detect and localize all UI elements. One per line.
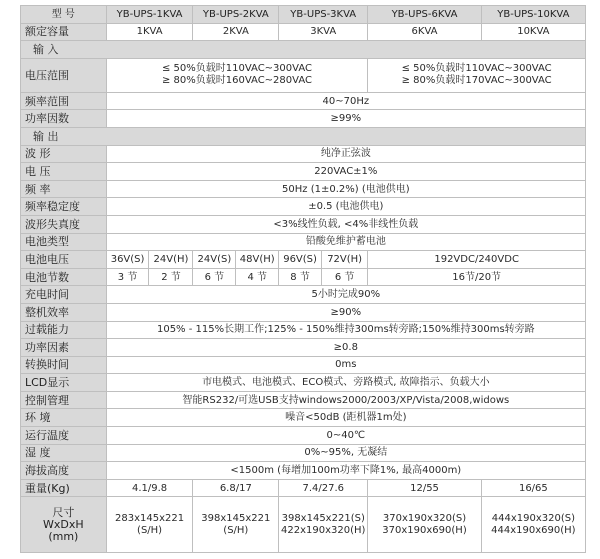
battery-voltage-value: 72V(H) xyxy=(321,251,367,269)
table-header-row xyxy=(21,6,586,24)
battery-count-value: 3 节 xyxy=(106,268,149,286)
battery-count-label: 电池节数 xyxy=(21,268,107,286)
dimensions-6kva-line1: 370x190x320(S) xyxy=(382,512,467,524)
freq-stability-value: ±0.5 (电池供电) xyxy=(106,198,585,216)
control-label: 控制管理 xyxy=(21,391,107,409)
control-value: 智能RS232/可选USB支持windows2000/2003/XP/Vista/2008,widows xyxy=(106,391,585,409)
dimensions-label-line1: 尺寸 xyxy=(52,505,75,519)
lcd-value: 市电模式、电池模式、ECO模式、旁路模式, 故障指示、负载大小 xyxy=(106,374,585,392)
power-factor-out-value: ≥0.8 xyxy=(106,339,585,357)
overload-label: 过载能力 xyxy=(21,321,107,339)
table-row xyxy=(21,180,586,198)
dimensions-row xyxy=(21,497,586,553)
table-row xyxy=(21,58,586,92)
voltage-range-large xyxy=(368,58,586,92)
table-row xyxy=(21,321,586,339)
capacity-value: 3KVA xyxy=(279,23,368,41)
waveform-label: 波 形 xyxy=(21,145,107,163)
table-row xyxy=(21,303,586,321)
table-row xyxy=(21,479,586,497)
battery-voltage-label: 电池电压 xyxy=(21,251,107,269)
weight-label: 重量(Kg) xyxy=(21,479,107,497)
input-section-title: 输 入 xyxy=(21,41,586,59)
battery-count-value: 16节/20节 xyxy=(368,268,586,286)
model-label: 型 号 xyxy=(21,6,107,24)
freq-stability-label: 频率稳定度 xyxy=(21,198,107,216)
battery-voltage-value: 192VDC/240VDC xyxy=(368,251,586,269)
dimensions-2kva-line2: (S/H) xyxy=(223,524,249,536)
model-2kva: YB-UPS-2KVA xyxy=(193,6,279,24)
transfer-time-value: 0ms xyxy=(106,356,585,374)
model-6kva: YB-UPS-6KVA xyxy=(368,6,481,24)
table-row xyxy=(21,110,586,128)
table-row xyxy=(21,251,586,269)
voltage-range-small xyxy=(106,58,368,92)
dimensions-10kva xyxy=(481,497,585,553)
dimensions-2kva-line1: 398x145x221 xyxy=(201,512,271,524)
battery-voltage-value: 36V(S) xyxy=(106,251,149,269)
battery-voltage-value: 96V(S) xyxy=(279,251,322,269)
voltage-value: 220VAC±1% xyxy=(106,163,585,181)
environment-value: 噪音<50dB (距机器1m处) xyxy=(106,409,585,427)
freq-range-value: 40~70Hz xyxy=(106,92,585,110)
dimensions-10kva-line2: 444x190x690(H) xyxy=(491,524,576,536)
humidity-label: 湿 度 xyxy=(21,444,107,462)
voltage-range-small-line1: ≤ 50%负载时110VAC~300VAC xyxy=(161,63,312,75)
table-row xyxy=(21,444,586,462)
power-factor-out-label: 功率因素 xyxy=(21,339,107,357)
table-row xyxy=(21,427,586,445)
table-row xyxy=(21,198,586,216)
table-row xyxy=(21,92,586,110)
distortion-value: <3%线性负载, <4%非线性负载 xyxy=(106,215,585,233)
weight-value: 12/55 xyxy=(368,479,481,497)
input-section-row xyxy=(21,41,586,59)
table-row xyxy=(21,286,586,304)
charge-time-label: 充电时间 xyxy=(21,286,107,304)
charge-time-value: 5小时完成90% xyxy=(106,286,585,304)
model-10kva: YB-UPS-10KVA xyxy=(481,6,585,24)
table-row xyxy=(21,356,586,374)
voltage-label: 电 压 xyxy=(21,163,107,181)
table-row xyxy=(21,233,586,251)
battery-voltage-value: 24V(S) xyxy=(193,251,236,269)
capacity-value: 10KVA xyxy=(481,23,585,41)
humidity-value: 0%~95%, 无凝结 xyxy=(106,444,585,462)
efficiency-label: 整机效率 xyxy=(21,303,107,321)
dimensions-10kva-line1: 444x190x320(S) xyxy=(491,512,575,524)
table-row xyxy=(21,145,586,163)
dimensions-2kva xyxy=(193,497,279,553)
battery-count-value: 2 节 xyxy=(149,268,193,286)
efficiency-value: ≥90% xyxy=(106,303,585,321)
weight-value: 16/65 xyxy=(481,479,585,497)
table-row xyxy=(21,374,586,392)
table-row xyxy=(21,391,586,409)
battery-count-value: 4 节 xyxy=(236,268,279,286)
capacity-value: 6KVA xyxy=(368,23,481,41)
power-factor-in-value: ≥99% xyxy=(106,110,585,128)
table-row xyxy=(21,268,586,286)
battery-count-value: 6 节 xyxy=(193,268,236,286)
battery-count-value: 8 节 xyxy=(279,268,322,286)
weight-value: 4.1/9.8 xyxy=(106,479,193,497)
dimensions-label xyxy=(21,497,107,553)
dimensions-1kva-line1: 283x145x221 xyxy=(115,512,185,524)
dimensions-label-line2: WxDxH xyxy=(43,517,84,531)
battery-voltage-value: 24V(H) xyxy=(149,251,193,269)
transfer-time-label: 转换时间 xyxy=(21,356,107,374)
waveform-value: 纯净正弦波 xyxy=(106,145,585,163)
altitude-label: 海拔高度 xyxy=(21,462,107,480)
dimensions-3kva-line1: 398x145x221(S) xyxy=(281,512,365,524)
table-row xyxy=(21,163,586,181)
output-section-title: 输 出 xyxy=(21,127,586,145)
weight-value: 6.8/17 xyxy=(193,479,279,497)
voltage-range-label: 电压范围 xyxy=(21,58,107,92)
voltage-range-large-line2: ≥ 80%负载时170VAC~300VAC xyxy=(401,75,552,87)
table-row xyxy=(21,409,586,427)
dimensions-6kva xyxy=(368,497,481,553)
frequency-label: 频 率 xyxy=(21,180,107,198)
voltage-range-large-line1: ≤ 50%负载时110VAC~300VAC xyxy=(401,63,552,75)
capacity-value: 2KVA xyxy=(193,23,279,41)
operating-temp-value: 0~40℃ xyxy=(106,427,585,445)
battery-count-value: 6 节 xyxy=(321,268,367,286)
operating-temp-label: 运行温度 xyxy=(21,427,107,445)
output-section-row xyxy=(21,127,586,145)
dimensions-6kva-line2: 370x190x690(H) xyxy=(382,524,467,536)
table-row xyxy=(21,23,586,41)
freq-range-label: 频率范围 xyxy=(21,92,107,110)
environment-label: 环 境 xyxy=(21,409,107,427)
distortion-label: 波形失真度 xyxy=(21,215,107,233)
overload-value: 105% - 115%长期工作;125% - 150%维持300ms转旁路;150%维持300ms转旁路 xyxy=(106,321,585,339)
voltage-range-small-line2: ≥ 80%负载时160VAC~280VAC xyxy=(161,75,312,87)
battery-type-label: 电池类型 xyxy=(21,233,107,251)
table-row xyxy=(21,462,586,480)
battery-type-value: 铅酸免维护蓄电池 xyxy=(106,233,585,251)
lcd-label: LCD显示 xyxy=(21,374,107,392)
model-3kva: YB-UPS-3KVA xyxy=(279,6,368,24)
dimensions-1kva xyxy=(106,497,193,553)
frequency-value: 50Hz (1±0.2%) (电池供电) xyxy=(106,180,585,198)
ups-spec-table xyxy=(20,5,586,553)
dimensions-1kva-line2: (S/H) xyxy=(137,524,163,536)
table-row xyxy=(21,215,586,233)
altitude-value: <1500m (每增加100m功率下降1%, 最高4000m) xyxy=(106,462,585,480)
capacity-value: 1KVA xyxy=(106,23,193,41)
capacity-label: 额定容量 xyxy=(21,23,107,41)
model-1kva: YB-UPS-1KVA xyxy=(106,6,193,24)
power-factor-in-label: 功率因数 xyxy=(21,110,107,128)
battery-voltage-value: 48V(H) xyxy=(236,251,279,269)
table-row xyxy=(21,339,586,357)
weight-value: 7.4/27.6 xyxy=(279,479,368,497)
dimensions-3kva xyxy=(279,497,368,553)
dimensions-3kva-line2: 422x190x320(H) xyxy=(281,524,366,536)
dimensions-label-line3: (mm) xyxy=(48,529,79,543)
